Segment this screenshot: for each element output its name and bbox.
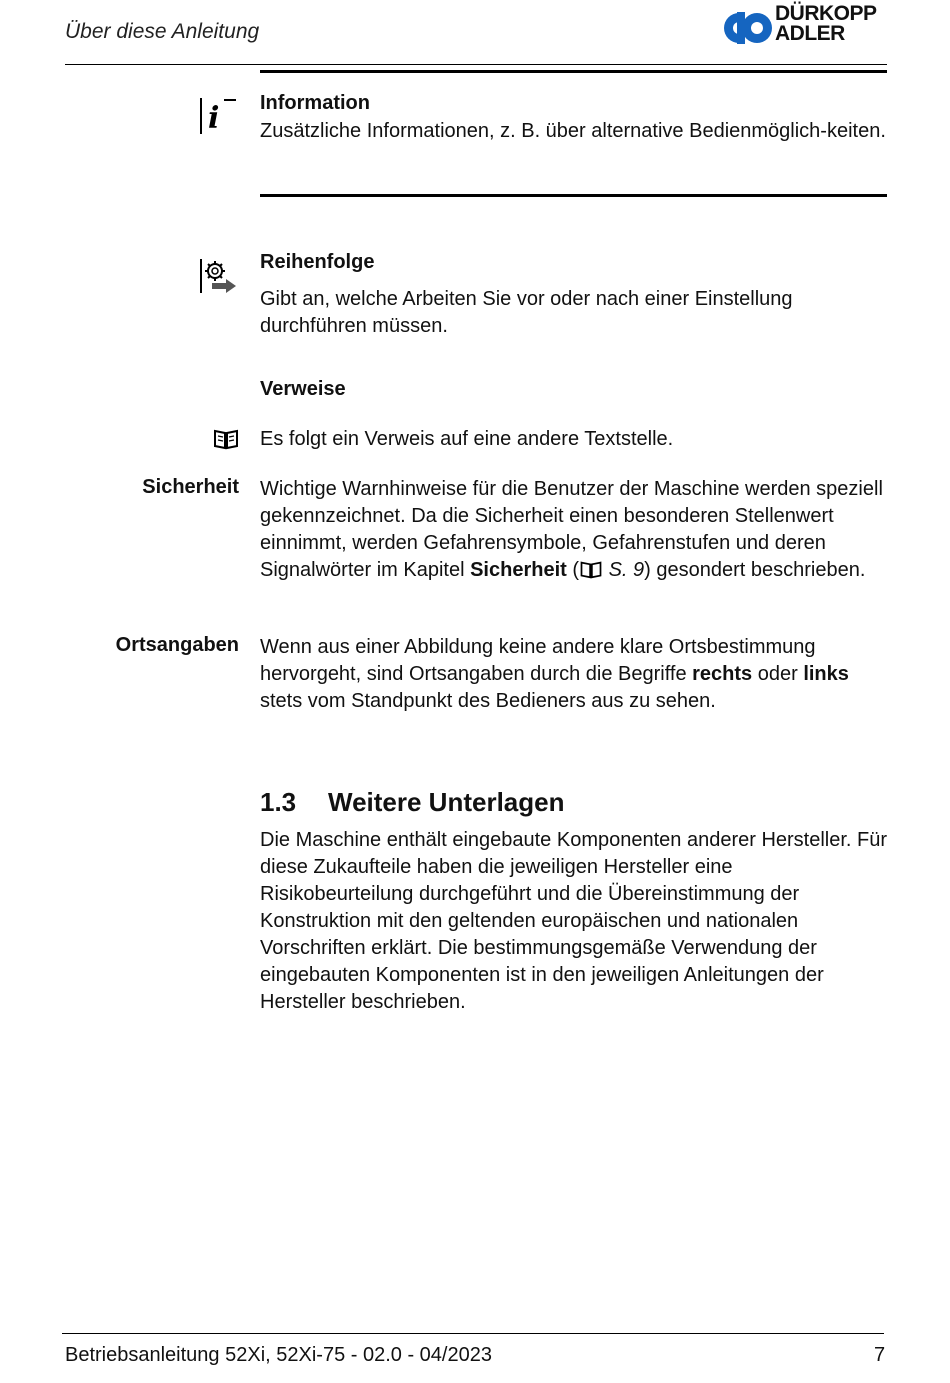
footer-divider bbox=[62, 1333, 884, 1334]
page-header-title: Über diese Anleitung bbox=[65, 20, 260, 43]
logo-text bbox=[775, 4, 877, 44]
footer-doc-info: Betriebsanleitung 52Xi, 52Xi-75 - 02.0 - 04/2023 bbox=[65, 1344, 492, 1366]
location-bold-left: links bbox=[803, 663, 849, 685]
location-text-part-3: stets vom Standpunkt des Bedieners aus zu sehen. bbox=[260, 690, 716, 712]
svg-text:i: i bbox=[208, 101, 220, 136]
location-text bbox=[260, 634, 890, 715]
section-number: 1.3 bbox=[260, 787, 297, 817]
safety-paren-open: ( bbox=[566, 559, 580, 581]
safety-text-part-1: Wichtige Warnhinweise für die Benutzer der Maschine werden speziell gekennzeichnet. Da die Sicherheit einen besonderen Stellenwert einnimmt, werden Gefahrensymbole, Gefahrenstufen und deren Signalwörter im Kapitel bbox=[260, 478, 883, 581]
location-text-part-1: Wenn aus einer Abbildung keine andere klare Ortsbestimmung hervorgeht, sind Ortsangaben durch die Begriffe bbox=[260, 636, 816, 685]
sequence-text: Gibt an, welche Arbeiten Sie vor oder nach einer Einstellung durchführen müssen. bbox=[260, 288, 793, 337]
location-side-label: Ortsangaben bbox=[115, 634, 239, 656]
references-text: Es folgt ein Verweis auf eine andere Textstelle. bbox=[260, 428, 674, 450]
book-ref-icon bbox=[579, 560, 603, 579]
location-bold-right: rechts bbox=[692, 663, 753, 685]
safety-text bbox=[260, 476, 890, 584]
brand-logo bbox=[723, 4, 888, 48]
logo-mark-icon bbox=[723, 4, 773, 48]
info-box-title: Information bbox=[260, 92, 370, 114]
references-title: Verweise bbox=[260, 378, 346, 400]
info-box-bottom-rule bbox=[260, 194, 887, 197]
book-icon bbox=[213, 428, 239, 450]
section-text: Die Maschine enthält eingebaute Komponenten anderer Hersteller. Für diese Zukaufteile haben die jeweiligen Hersteller eine Risikobeurteilung durchgeführt und die Übereinstimmung der Konstruktion mit den geltenden europäischen und nationalen Vorschriften erklärt. Die bestimmungsgemäße Verwendung der eingebauten Komponenten ist in den jeweiligen Anleitungen der Hersteller beschrieben. bbox=[260, 829, 888, 1013]
safety-bold-chapter: Sicherheit bbox=[470, 559, 567, 581]
logo-text-line-1: DÜRKOPP bbox=[775, 2, 877, 25]
safety-text-part-2: ) gesondert beschrieben. bbox=[644, 559, 866, 581]
header-divider bbox=[65, 64, 887, 65]
info-box-text: Zusätzliche Informationen, z. B. über alternative Bedienmöglich-keiten. bbox=[260, 120, 886, 142]
safety-page-ref[interactable]: S. 9 bbox=[603, 559, 645, 581]
info-icon bbox=[200, 96, 238, 136]
location-text-part-2: oder bbox=[752, 663, 804, 685]
safety-side-label: Sicherheit bbox=[142, 476, 239, 498]
page-number: 7 bbox=[874, 1344, 886, 1366]
sequence-title: Reihenfolge bbox=[260, 251, 375, 273]
gear-arrow-icon bbox=[200, 257, 240, 295]
logo-text-line-2: ADLER bbox=[775, 22, 845, 45]
section-title: Weitere Unterlagen bbox=[328, 787, 565, 817]
info-box-top-rule bbox=[260, 70, 887, 73]
